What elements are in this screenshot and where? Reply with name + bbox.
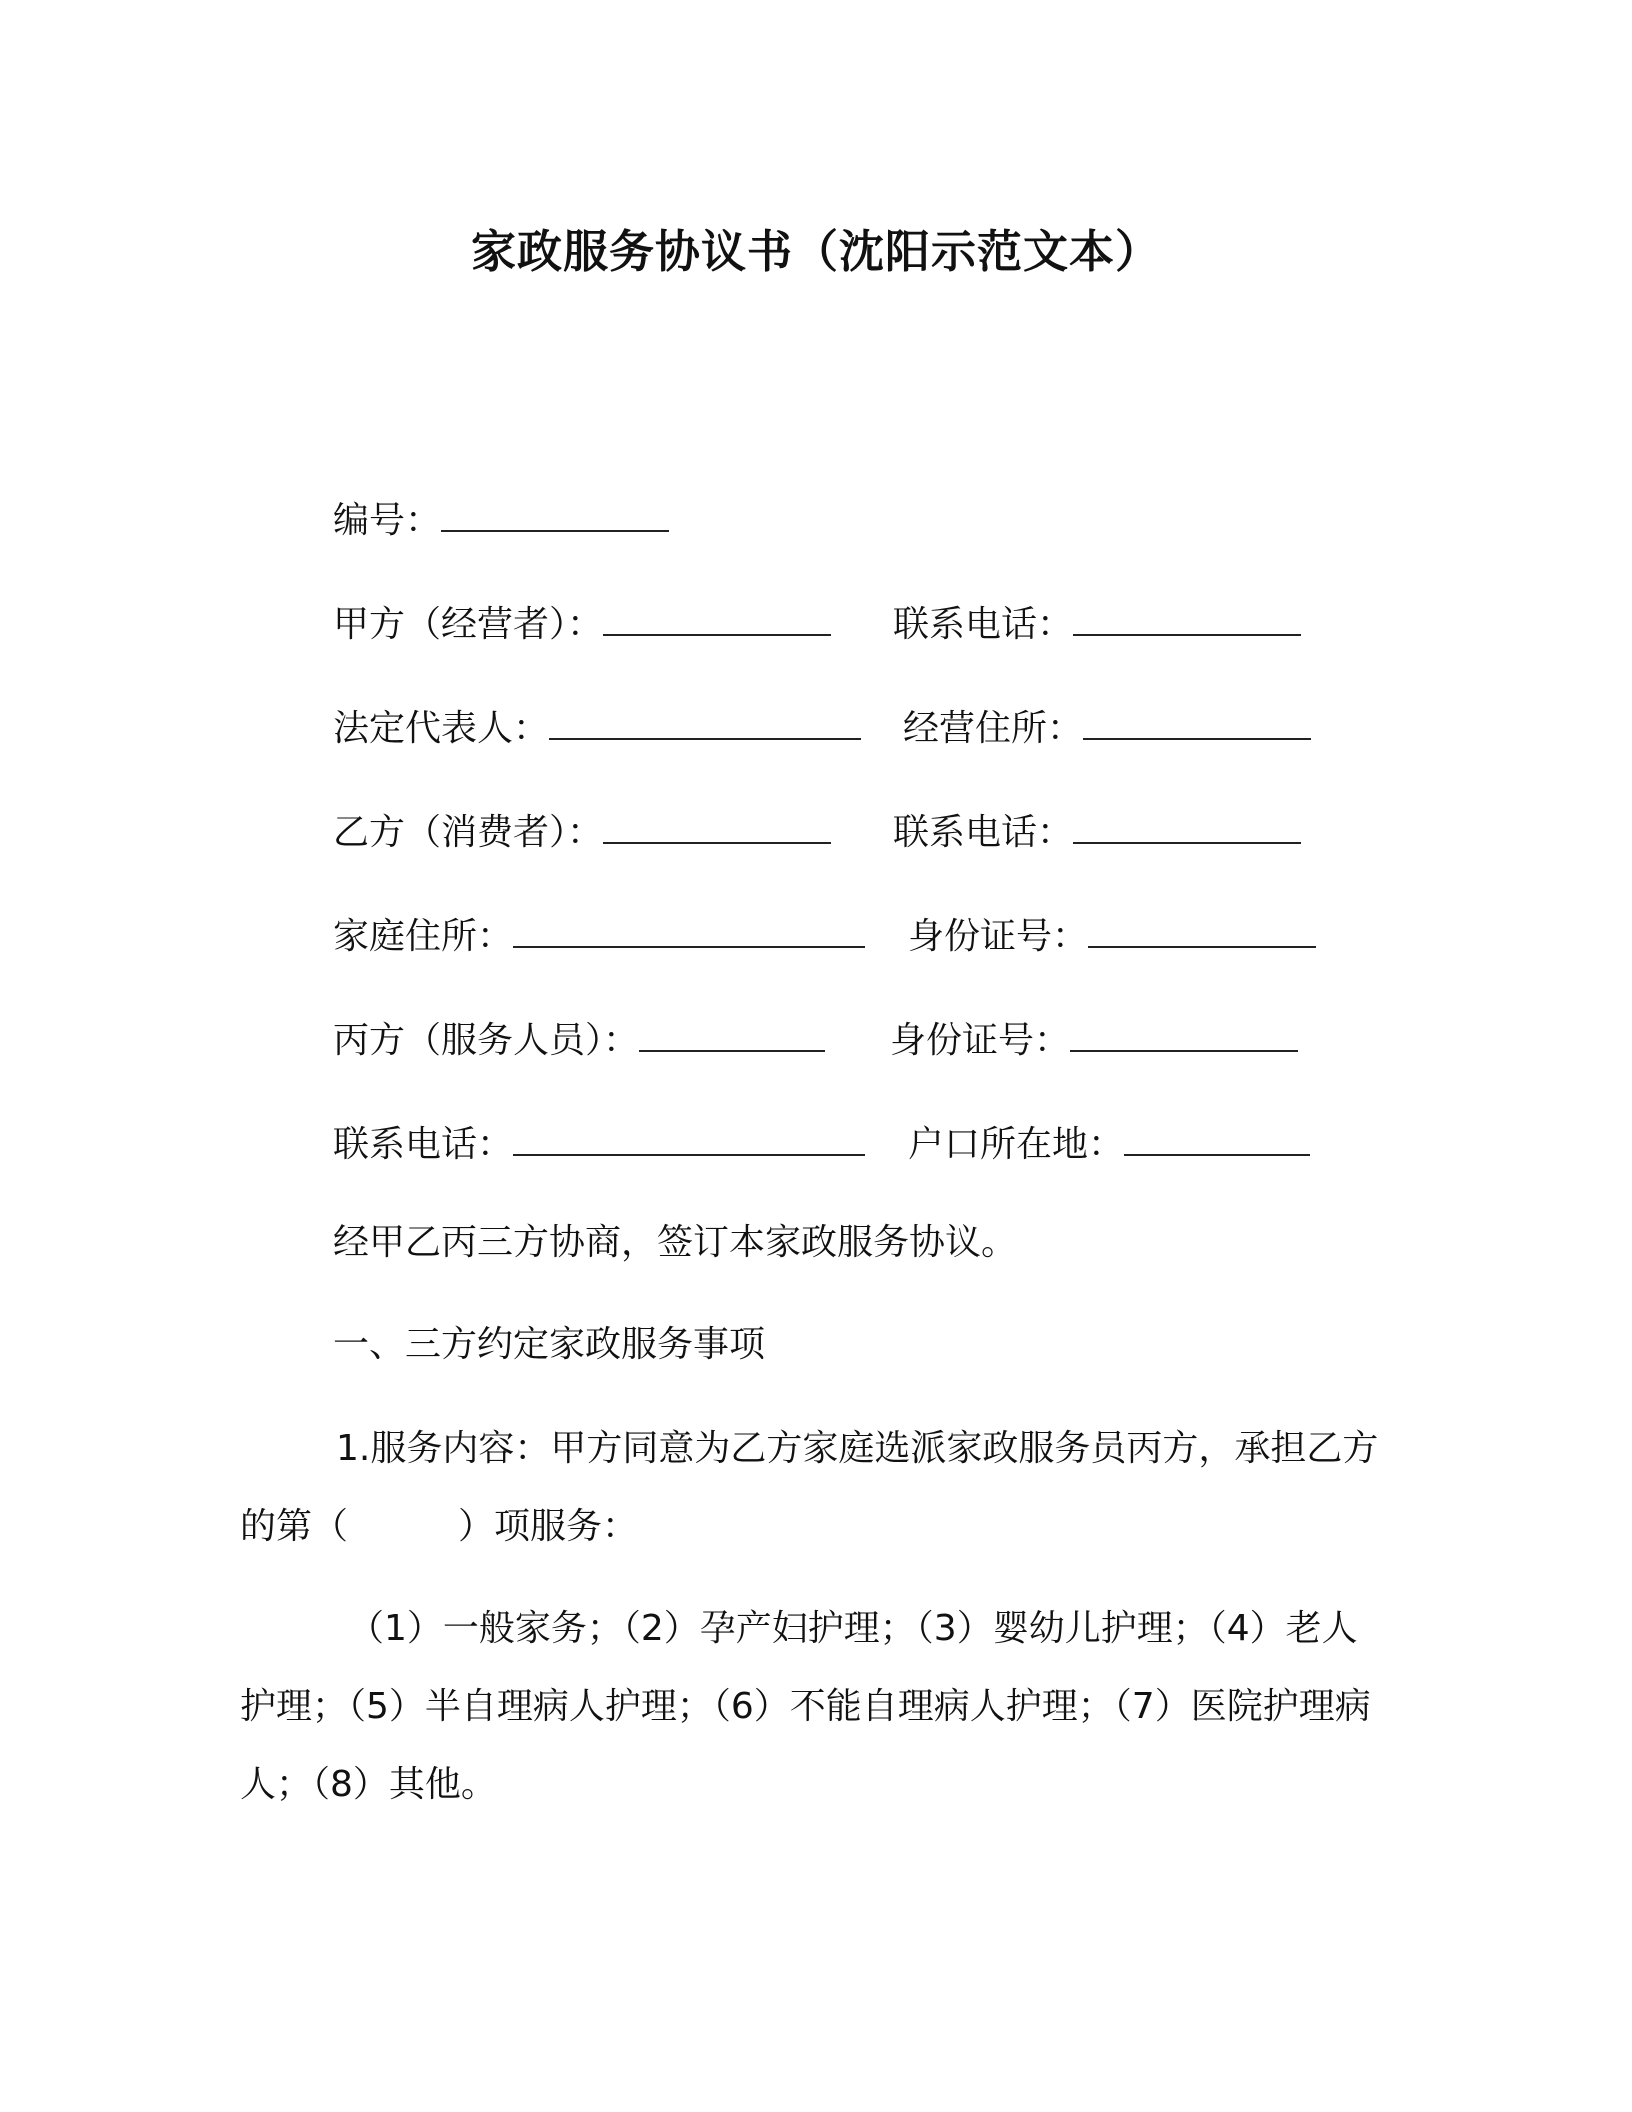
intro-text: 经甲乙丙三方协商，签订本家政服务协议。 <box>333 1222 1018 1263</box>
party-a-blank <box>603 602 831 636</box>
legal-rep-label: 法定代表人： <box>333 708 550 749</box>
party-c-phone-label: 联系电话： <box>333 1124 514 1165</box>
party-a-phone-blank <box>1073 602 1301 636</box>
party-b-id-blank <box>1088 914 1316 948</box>
residence-label: 户口所在地： <box>908 1124 1125 1165</box>
party-b-phone-row <box>893 808 1301 858</box>
home-address-row <box>333 912 865 962</box>
business-address-label: 经营住所： <box>903 708 1084 749</box>
party-a-phone-label: 联系电话： <box>893 604 1074 645</box>
party-b-phone-label: 联系电话： <box>893 812 1074 853</box>
legal-rep-blank <box>549 706 861 740</box>
party-c-label: 丙方（服务人员）： <box>333 1020 640 1061</box>
business-address-row <box>903 704 1311 754</box>
item-1-paragraph <box>240 1410 1390 1566</box>
home-address-blank <box>513 914 865 948</box>
number-label: 编号： <box>333 500 442 541</box>
home-address-label: 家庭住所： <box>333 916 514 957</box>
party-c-phone-row <box>333 1120 865 1170</box>
service-options-text: （1）一般家务；（2）孕产妇护理；（3）婴幼儿护理；（4）老人护理；（5）半自理病人护理；（6）不能自理病人护理；（7）医院护理病人；（8）其他。 <box>240 1608 1371 1805</box>
residence-row <box>908 1120 1310 1170</box>
party-b-row <box>333 808 831 858</box>
item-1-text-part2: ）项服务： <box>458 1506 639 1547</box>
party-b-phone-blank <box>1073 810 1301 844</box>
number-blank <box>441 498 669 532</box>
party-b-blank <box>603 810 831 844</box>
business-address-blank <box>1083 706 1311 740</box>
party-b-label: 乙方（消费者）： <box>333 812 604 853</box>
party-c-blank <box>639 1018 825 1052</box>
legal-rep-row <box>333 704 861 754</box>
party-c-id-row <box>890 1016 1298 1066</box>
item-1-text-part1: 1.服务内容：甲方同意为乙方家庭选派家政服务员丙方，承担乙方的第（ <box>240 1428 1379 1547</box>
residence-blank <box>1124 1122 1310 1156</box>
party-a-label: 甲方（经营者）： <box>333 604 604 645</box>
document-title: 家政服务协议书（沈阳示范文本） <box>470 225 1161 278</box>
party-c-id-blank <box>1070 1018 1298 1052</box>
party-c-id-label: 身份证号： <box>890 1020 1071 1061</box>
party-c-row <box>333 1016 825 1066</box>
party-a-row <box>333 600 831 650</box>
party-b-id-label: 身份证号： <box>908 916 1089 957</box>
party-b-id-row <box>908 912 1316 962</box>
party-a-phone-row <box>893 600 1301 650</box>
section-1-heading: 一、三方约定家政服务事项 <box>333 1324 766 1365</box>
number-row <box>333 496 669 546</box>
party-c-phone-blank <box>513 1122 865 1156</box>
service-options-paragraph <box>240 1590 1390 1824</box>
